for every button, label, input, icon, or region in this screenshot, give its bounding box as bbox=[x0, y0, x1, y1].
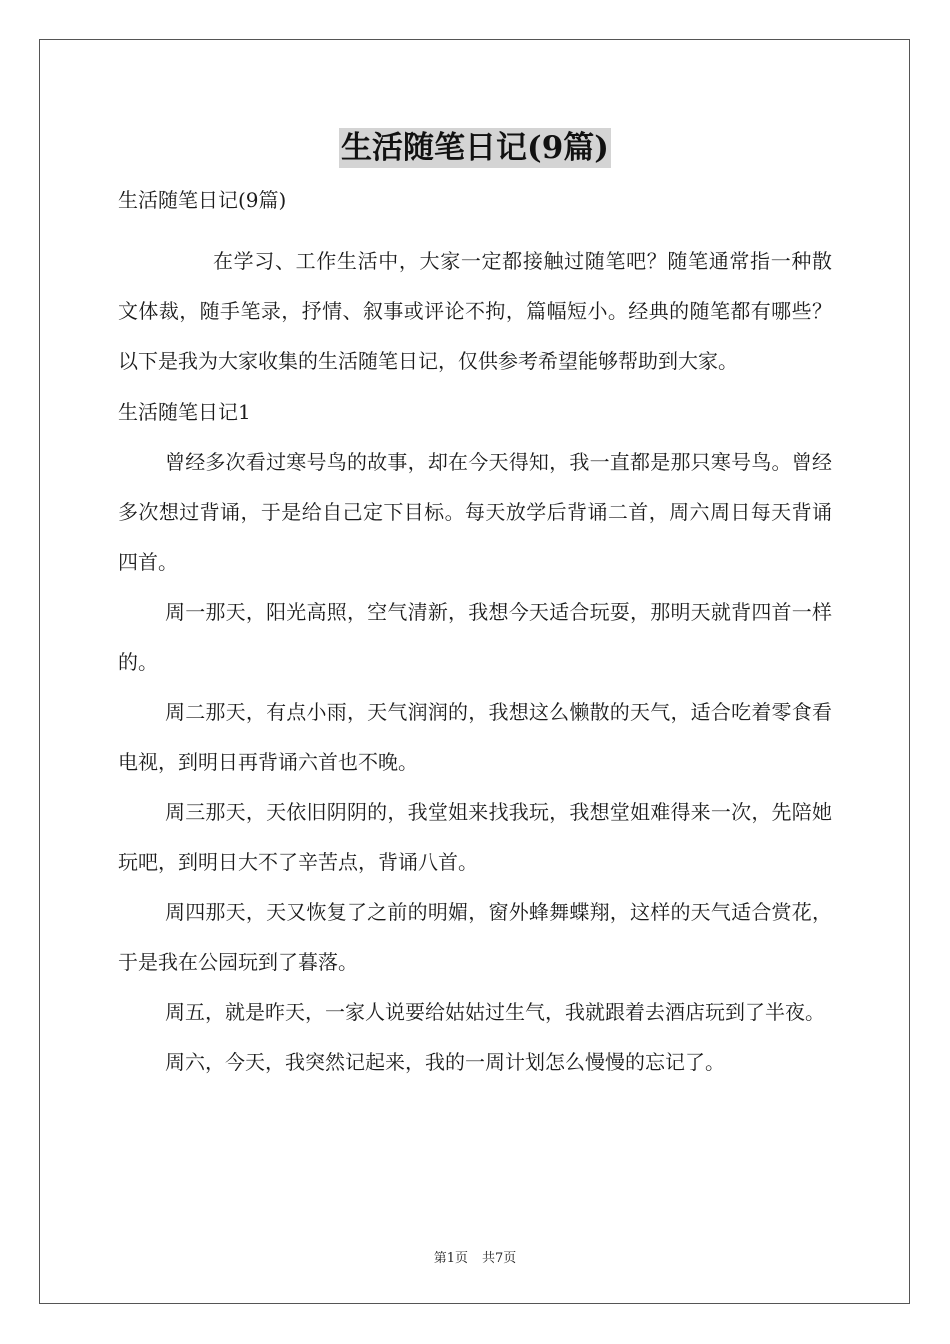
intro-paragraph: 在学习、工作生活中，大家一定都接触过随笔吧？随笔通常指一种散文体裁，随手笔录，抒情、叙事或评论不拘，篇幅短小。经典的随笔都有哪些？以下是我为大家收集的生活随笔日记，仅供参考希望能够帮助到大家。 bbox=[118, 249, 832, 373]
body-paragraph: 周三那天，天依旧阴阴的，我堂姐来找我玩，我想堂姐难得来一次，先陪她玩吧，到明日大不了辛苦点，背诵八首。 bbox=[118, 800, 832, 874]
document-subtitle: 生活随笔日记(9篇) bbox=[118, 188, 287, 212]
title-container bbox=[0, 128, 950, 168]
body-paragraph: 周四那天，天又恢复了之前的明媚，窗外蜂舞蝶翔，这样的天气适合赏花，于是我在公园玩到了暮落。 bbox=[118, 900, 832, 974]
page-footer bbox=[0, 1247, 950, 1266]
page-number: 第1页 bbox=[433, 1251, 468, 1266]
body-paragraph: 周五，就是昨天，一家人说要给姑姑过生气，我就跟着去酒店玩到了半夜。 bbox=[165, 1000, 825, 1024]
body-paragraph: 周一那天，阳光高照，空气清新，我想今天适合玩耍，那明天就背四首一样的。 bbox=[118, 600, 832, 674]
body-paragraph: 周二那天，有点小雨，天气润润的，我想这么懒散的天气，适合吃着零食看电视，到明日再背诵六首也不晚。 bbox=[118, 700, 832, 774]
document-body bbox=[118, 180, 832, 1087]
section-heading: 生活随笔日记1 bbox=[118, 400, 251, 424]
document-title: 生活随笔日记(9篇) bbox=[341, 130, 609, 166]
page-total: 共7页 bbox=[482, 1251, 517, 1266]
body-paragraph: 曾经多次看过寒号鸟的故事，却在今天得知，我一直都是那只寒号鸟。曾经多次想过背诵，于是给自己定下目标。每天放学后背诵二首，周六周日每天背诵四首。 bbox=[118, 450, 832, 574]
body-paragraph: 周六，今天，我突然记起来，我的一周计划怎么慢慢的忘记了。 bbox=[165, 1050, 725, 1074]
